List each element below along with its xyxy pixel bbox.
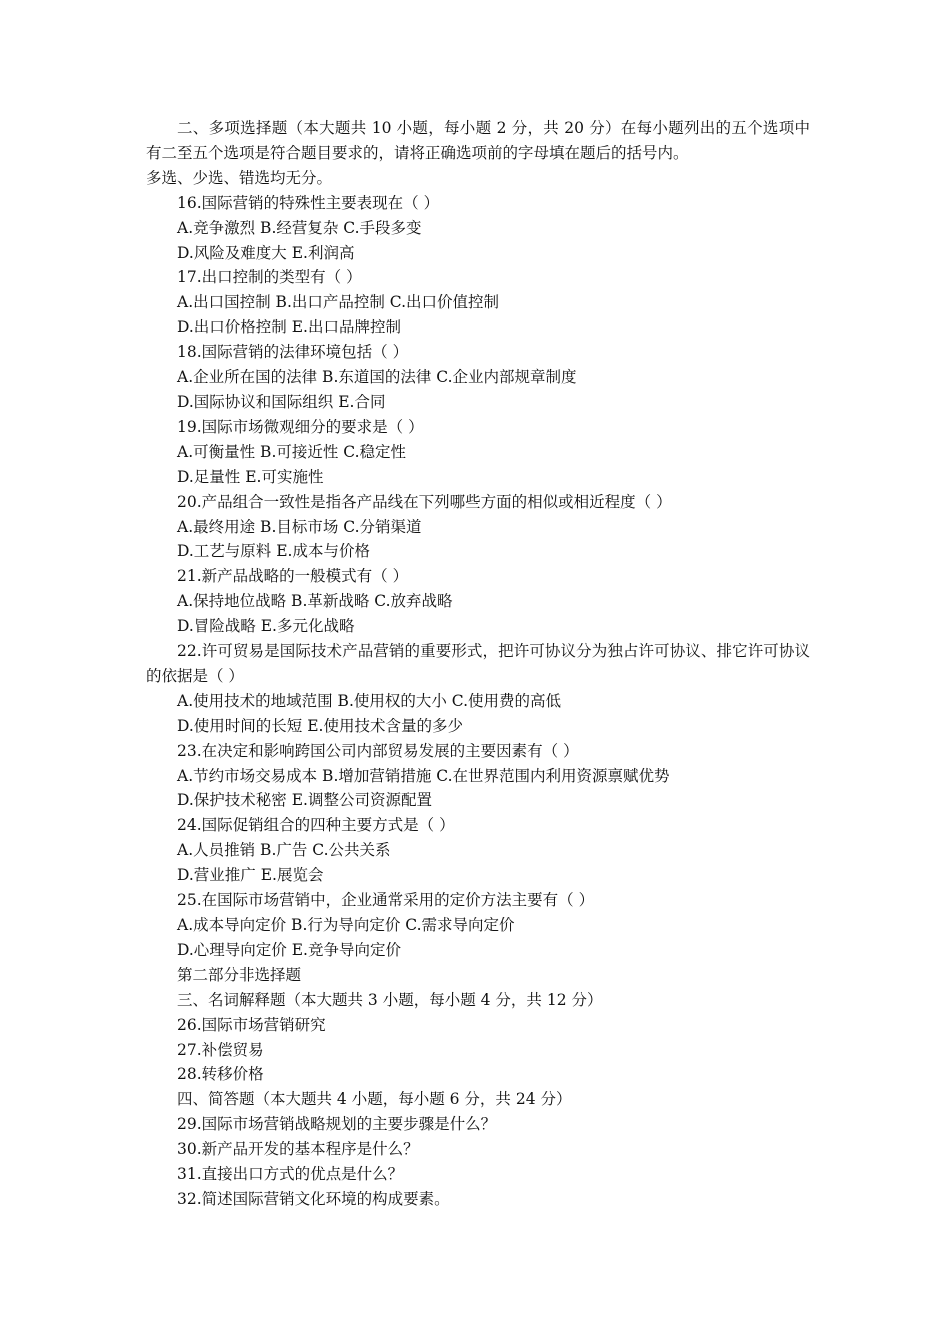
options-16-b: D.风险及难度大 E.利润高 bbox=[177, 243, 355, 262]
section-two-note: 多选、少选、错选均无分。 bbox=[146, 168, 333, 187]
term-item: 26.国际市场营销研究 bbox=[177, 1015, 326, 1034]
part-two-title: 第二部分非选择题 bbox=[177, 965, 302, 984]
question-19: 19.国际市场微观细分的要求是（ ） bbox=[177, 417, 424, 436]
short-answer-item: 31.直接出口方式的优点是什么？ bbox=[177, 1165, 404, 1184]
options-18-a: A.企业所在国的法律 B.东道国的法律 C.企业内部规章制度 bbox=[177, 368, 577, 387]
short-answer-item: 29.国际市场营销战略规划的主要步骤是什么？ bbox=[177, 1115, 497, 1134]
question-17: 17.出口控制的类型有（ ） bbox=[177, 268, 362, 287]
section-four-title: 四、简答题（本大题共 4 小题，每小题 6 分，共 24 分） bbox=[177, 1090, 572, 1109]
options-22-a: A.使用技术的地域范围 B.使用权的大小 C.使用费的高低 bbox=[177, 691, 562, 710]
term-item: 27.补偿贸易 bbox=[177, 1040, 264, 1059]
question-18: 18.国际营销的法律环境包括（ ） bbox=[177, 343, 409, 362]
options-23-a: A.节约市场交易成本 B.增加营销措施 C.在世界范围内利用资源禀赋优势 bbox=[177, 766, 670, 785]
options-21-b: D.冒险战略 E.多元化战略 bbox=[177, 617, 355, 636]
options-16-a: A.竞争激烈 B.经营复杂 C.手段多变 bbox=[177, 218, 422, 237]
short-answer-item: 32.简述国际营销文化环境的构成要素。 bbox=[177, 1189, 450, 1208]
options-24-a: A.人员推销 B.广告 C.公共关系 bbox=[177, 841, 391, 860]
options-19-a: A.可衡量性 B.可接近性 C.稳定性 bbox=[177, 442, 407, 461]
question-24: 24.国际促销组合的四种主要方式是（ ） bbox=[177, 816, 455, 835]
question-list bbox=[146, 191, 810, 963]
options-19-b: D.足量性 E.可实施性 bbox=[177, 467, 324, 486]
options-21-a: A.保持地位战略 B.革新战略 C.放弃战略 bbox=[177, 592, 453, 611]
question-25: 25.在国际市场营销中，企业通常采用的定价方法主要有（ ） bbox=[177, 891, 595, 910]
options-18-b: D.国际协议和国际组织 E.合同 bbox=[177, 392, 386, 411]
options-22-b: D.使用时间的长短 E.使用技术含量的多少 bbox=[177, 716, 463, 735]
options-17-b: D.出口价格控制 E.出口品牌控制 bbox=[177, 318, 401, 337]
options-20-a: A.最终用途 B.目标市场 C.分销渠道 bbox=[177, 517, 422, 536]
question-16: 16.国际营销的特殊性主要表现在（ ） bbox=[177, 193, 440, 212]
options-20-b: D.工艺与原料 E.成本与价格 bbox=[177, 542, 370, 561]
options-17-a: A.出口国控制 B.出口产品控制 C.出口价值控制 bbox=[177, 293, 500, 312]
question-23: 23.在决定和影响跨国公司内部贸易发展的主要因素有（ ） bbox=[177, 741, 579, 760]
question-22: 22.许可贸易是国际技术产品营销的重要形式，把许可协议分为独占许可协议、排它许可协议的依据是（ ） bbox=[146, 642, 810, 685]
section-three-title: 三、名词解释题（本大题共 3 小题，每小题 4 分，共 12 分） bbox=[177, 990, 603, 1009]
term-item: 28.转移价格 bbox=[177, 1065, 264, 1084]
document-page bbox=[146, 116, 810, 1212]
options-25-b: D.心理导向定价 E.竞争导向定价 bbox=[177, 940, 401, 959]
options-25-a: A.成本导向定价 B.行为导向定价 C.需求导向定价 bbox=[177, 916, 515, 934]
question-21: 21.新产品战略的一般模式有（ ） bbox=[177, 567, 409, 586]
options-24-b: D.营业推广 E.展览会 bbox=[177, 866, 324, 885]
short-answer-item: 30.新产品开发的基本程序是什么？ bbox=[177, 1140, 419, 1159]
options-23-b: D.保护技术秘密 E.调整公司资源配置 bbox=[177, 791, 432, 810]
section-two-intro: 二、多项选择题（本大题共 10 小题，每小题 2 分，共 20 分）在每小题列出的五个选项中有二至五个选项是符合题目要求的，请将正确选项前的字母填在题后的括号内。 bbox=[146, 119, 810, 162]
question-20: 20.产品组合一致性是指各产品线在下列哪些方面的相似或相近程度（ ） bbox=[177, 492, 672, 511]
